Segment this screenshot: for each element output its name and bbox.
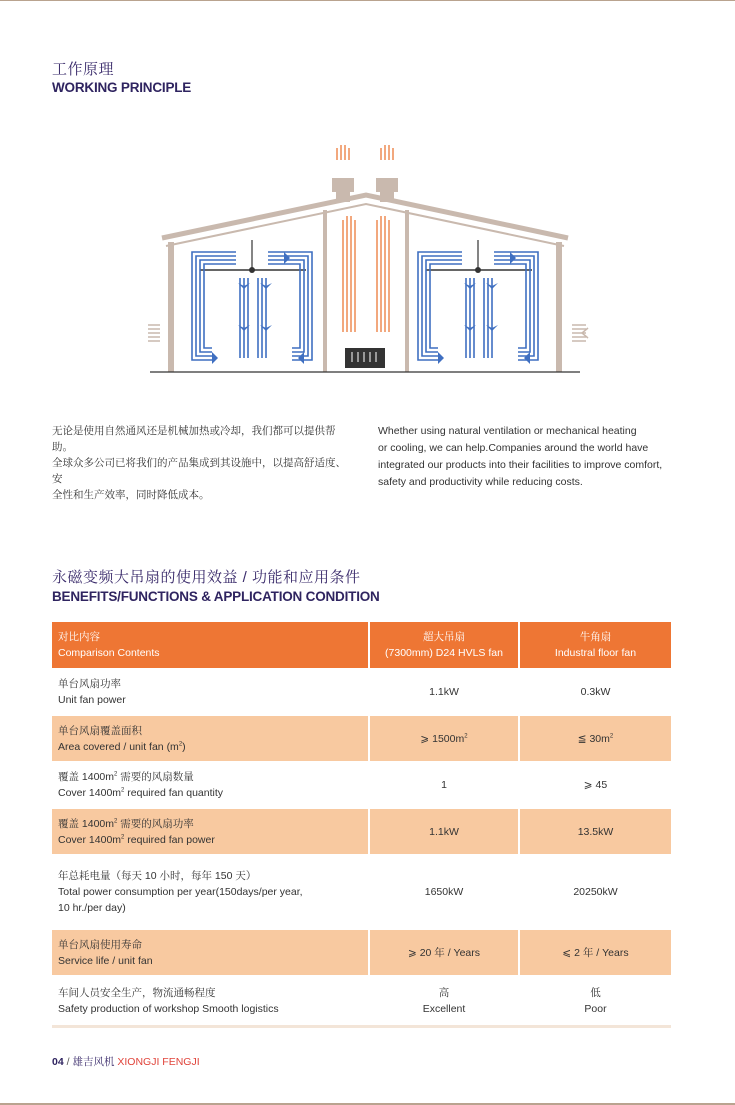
row-label-en: Safety production of workshop Smooth logistics — [58, 1003, 279, 1015]
section-title-cn: 工作原理 — [52, 61, 115, 78]
row-label-en-line2: 10 hr./per day) — [58, 902, 126, 914]
table-row — [52, 930, 671, 975]
row-label — [52, 854, 368, 930]
header-floor-fan — [518, 622, 671, 668]
hvls-value: 1.1kW — [368, 668, 518, 716]
working-principle-illustration — [140, 140, 600, 380]
header-col1-en: Comparison Contents — [58, 647, 160, 659]
row-label-cn: 单台风扇使用寿命 — [58, 938, 142, 951]
row-label-cn-text: 覆盖 1400m — [58, 817, 115, 830]
row-label-en — [58, 739, 368, 755]
page-number: 04 — [52, 1056, 64, 1068]
row-label-cn — [58, 816, 368, 832]
floor-value-en: Poor — [584, 1003, 607, 1015]
page-footer — [52, 1054, 200, 1069]
wall-left — [168, 242, 174, 372]
table-row — [52, 854, 671, 930]
description-cn-line: 全球众多公司已将我们的产品集成到其设施中，以提高舒适度、安 — [52, 457, 346, 485]
description-en — [378, 423, 678, 491]
floor-value-text: ≦ 30m — [577, 732, 610, 745]
description-cn-line: 全性和生产效率，同时降低成本。 — [52, 489, 210, 501]
floor-value-cn: 低 — [590, 987, 601, 999]
superscript: 2 — [121, 834, 125, 840]
benefits-title-cn: 永磁变频大吊扇的使用效益 / 功能和应用条件 — [52, 569, 361, 586]
hvls-value: 1 — [368, 761, 518, 809]
warm-air-center — [343, 216, 389, 332]
row-label-en-tail: required fan power — [124, 833, 215, 846]
table-row — [52, 716, 671, 761]
hvls-value: ⩾ 20 年 / Years — [368, 930, 518, 975]
table-row — [52, 761, 671, 809]
floor-value: 20250kW — [518, 854, 671, 930]
floor-value — [518, 716, 671, 761]
superscript: 2 — [464, 733, 468, 739]
description-cn-line: 无论是使用自然通风还是机械加热或冷却，我们都可以提供帮助。 — [52, 425, 336, 453]
table-row — [52, 975, 671, 1027]
row-label-en — [58, 785, 368, 801]
row-label-en: Total power consumption per year(150days/per year, — [58, 886, 303, 898]
superscript: 2 — [609, 733, 614, 739]
row-label-en-text: Cover 1400m — [58, 787, 122, 799]
row-label-en-text: Cover 1400m — [58, 833, 122, 846]
header-col3-en: Industral floor fan — [554, 647, 637, 659]
row-label-cn-tail: 需要的风扇数量 — [117, 771, 194, 783]
row-label-en: Unit fan power — [58, 694, 126, 706]
header-hvls-fan — [368, 622, 518, 668]
row-label — [52, 761, 368, 809]
brand-name-cn: 雄吉风机 — [72, 1056, 115, 1068]
description-en-line: Whether using natural ventilation or mechanical heating — [378, 425, 637, 437]
header-col1-cn: 对比内容 — [58, 631, 100, 643]
wall-right — [556, 242, 562, 372]
roof-vent-left — [332, 145, 354, 202]
row-label-cn: 车间人员安全生产，物流通畅程度 — [58, 987, 216, 999]
row-label — [52, 809, 368, 854]
header-col3-cn: 牛角扇 — [579, 631, 612, 643]
intake-left — [148, 325, 160, 341]
intake-right — [572, 325, 586, 341]
description-en-line: safety and productivity while reducing costs. — [378, 476, 583, 488]
row-label-cn: 年总耗电量（每天 10 小时，每年 150 天） — [58, 870, 257, 882]
table-row — [52, 668, 671, 716]
brand-name-en: XIONGJI FENGJI — [117, 1056, 200, 1068]
airflow-arrows — [212, 252, 530, 364]
row-label-en — [58, 832, 368, 848]
row-label-en-text: Area covered / unit fan (m — [58, 740, 179, 753]
roof-vent-right — [376, 145, 398, 202]
table-bottom-rule — [52, 1025, 671, 1028]
table-header-row — [52, 622, 671, 668]
row-label-en-tail: required fan quantity — [124, 787, 224, 799]
roof-outer — [162, 195, 568, 238]
row-label-cn: 单台风扇功率 — [58, 678, 121, 690]
superscript: 2 — [114, 771, 118, 778]
superscript: 2 — [178, 741, 183, 747]
floor-value: 13.5kW — [518, 809, 671, 854]
description-en-line: or cooling, we can help.Companies around the world have — [378, 442, 649, 454]
description-en-line: integrated our products into their facilities to improve comfort, — [378, 459, 663, 471]
comparison-table — [52, 622, 671, 1027]
header-col2-en: (7300mm) D24 HVLS fan — [385, 647, 503, 659]
benefits-title-en: BENEFITS/FUNCTIONS & APPLICATION CONDITION — [52, 589, 380, 604]
row-label-cn: 单台风扇覆盖面积 — [58, 724, 142, 737]
hvls-value-en: Excellent — [422, 1003, 466, 1015]
floor-value: ⩽ 2 年 / Years — [518, 930, 671, 975]
hvls-value — [368, 716, 518, 761]
section-title-en: WORKING PRINCIPLE — [52, 80, 192, 95]
row-label-cn-tail: 需要的风扇功率 — [117, 817, 194, 830]
hvls-value: 1650kW — [368, 854, 518, 930]
floor-value: 0.3kW — [518, 668, 671, 716]
table-row — [52, 809, 671, 854]
hvls-value-text: ⩾ 1500m — [420, 732, 465, 745]
row-label-cn-text: 覆盖 1400m — [58, 771, 115, 783]
superscript: 2 — [121, 787, 125, 794]
heater-unit — [345, 348, 385, 368]
row-label-cn — [58, 769, 368, 785]
hvls-value: 1.1kW — [368, 809, 518, 854]
row-label — [52, 716, 368, 761]
hvls-value — [368, 975, 518, 1027]
row-label-en: Service life / unit fan — [58, 954, 153, 967]
header-col2-cn: 超大吊扇 — [423, 631, 465, 643]
row-label — [52, 975, 368, 1027]
header-comparison-contents — [52, 622, 368, 668]
floor-value — [518, 975, 671, 1027]
row-label — [52, 668, 368, 716]
row-label — [52, 930, 368, 975]
top-rule — [0, 0, 735, 1]
description-cn — [52, 423, 352, 503]
hvls-value-cn: 高 — [438, 987, 450, 999]
superscript: 2 — [114, 818, 118, 824]
footer-separator: / — [66, 1056, 70, 1068]
floor-value: ⩾ 45 — [518, 761, 671, 809]
row-label-en-tail: ) — [182, 740, 186, 753]
